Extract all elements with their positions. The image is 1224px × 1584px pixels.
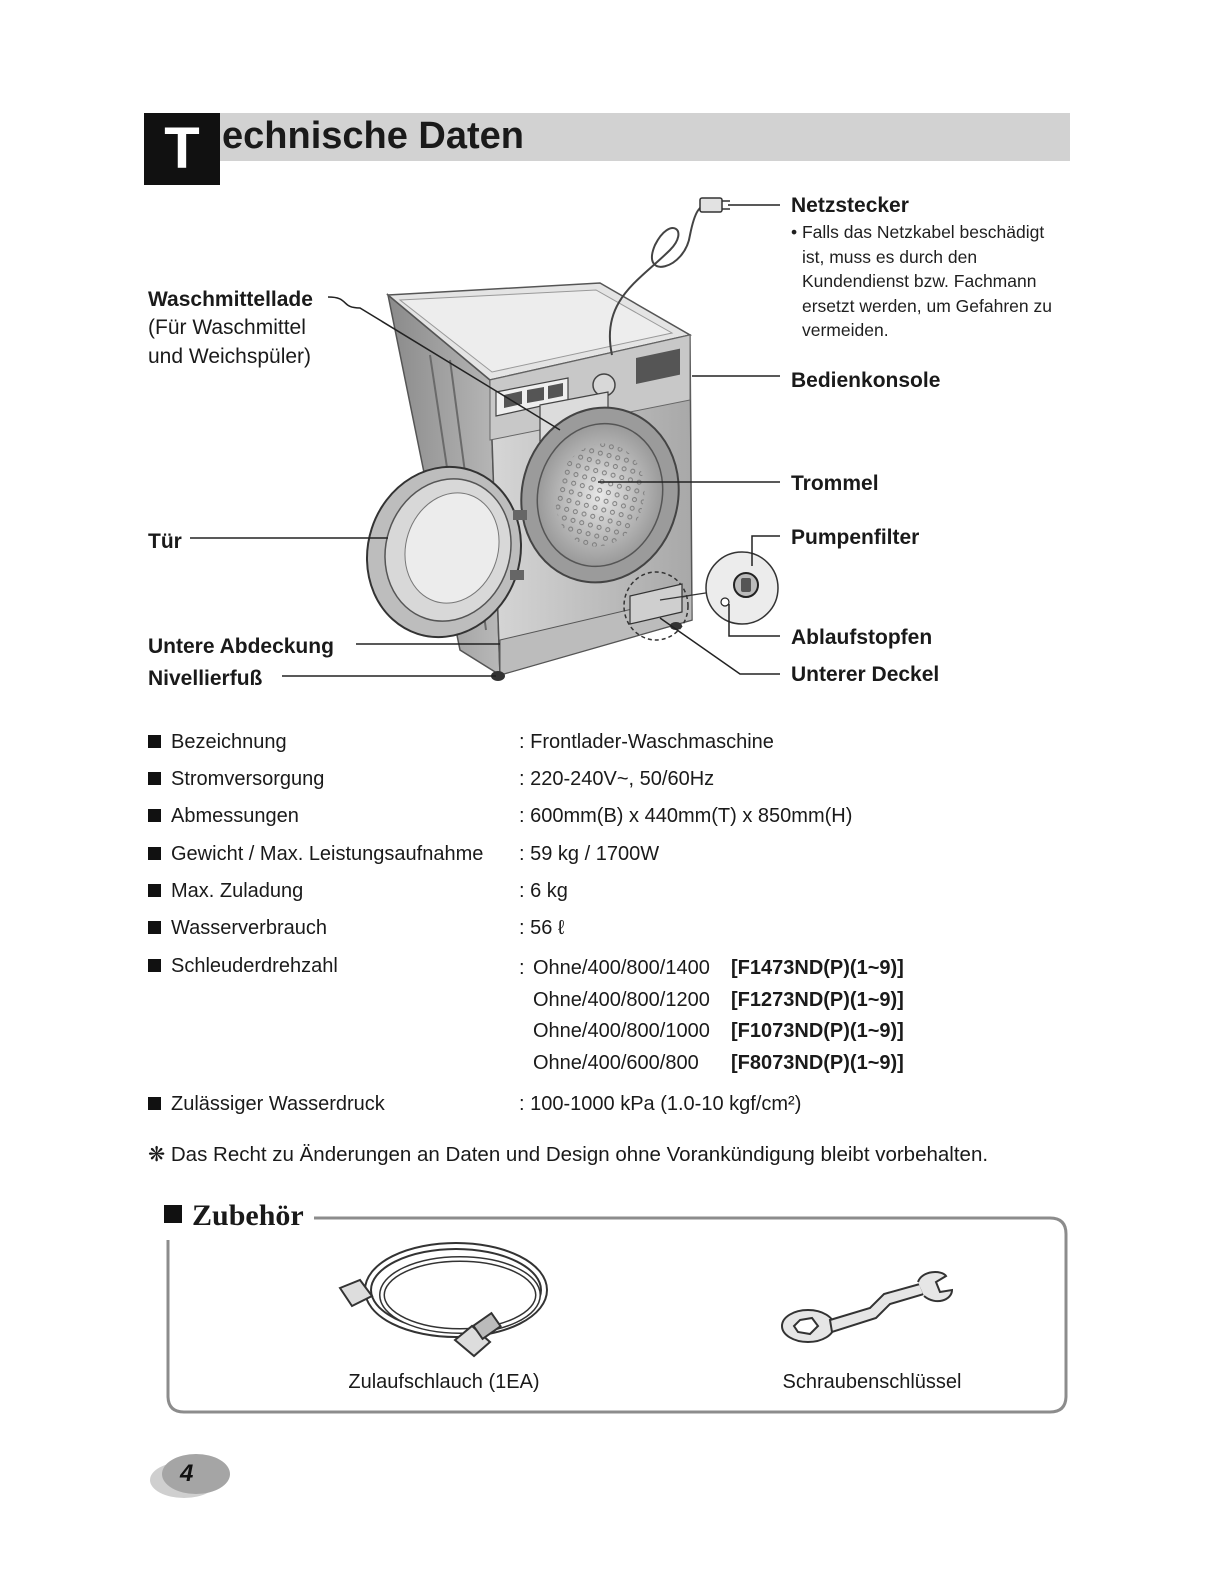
hose-illustration — [340, 1246, 544, 1356]
spin-speeds: Ohne/400/800/1400 — [533, 957, 710, 979]
spin-speed-list — [0, 954, 1224, 1082]
bullet-icon — [148, 772, 161, 785]
bullet-icon — [148, 921, 161, 934]
accessory-label-hose: Zulaufschlauch (1EA) — [348, 1371, 540, 1393]
label-waschmittellade-sub-1: (Für Waschmittel — [148, 316, 306, 339]
label-tuer: Tür — [148, 530, 182, 553]
model-number: [F1073ND(P)(1~9)] — [731, 1020, 904, 1042]
spin-speeds: Ohne/400/800/1200 — [533, 989, 710, 1011]
label-waschmittellade-sub-2: und Weichspüler) — [148, 345, 312, 368]
bullet-icon — [148, 884, 161, 897]
bullet-icon — [148, 1097, 161, 1110]
spec-label: Schleuderdrehzahl — [171, 955, 338, 977]
title-initial: T — [144, 113, 220, 185]
spin-speed-row — [533, 986, 904, 1014]
accessories-title: Zubehör — [192, 1199, 304, 1232]
note-line: ist, muss es durch den — [802, 246, 978, 267]
spec-label: Max. Zuladung — [171, 880, 304, 902]
spec-label: Bezeichnung — [171, 731, 287, 753]
accessory-label-wrench: Schraubenschlüssel — [782, 1371, 962, 1393]
change-notice: ❋ Das Recht zu Änderungen an Daten und Design ohne Vorankündigung bleibt vorbehalten. — [148, 1143, 989, 1166]
model-number: [F8073ND(P)(1~9)] — [731, 1052, 904, 1074]
spec-value: : Frontlader-Waschmaschine — [519, 731, 774, 753]
label-untere-abdeckung: Untere Abdeckung — [148, 635, 334, 658]
label-ablaufstopfen: Ablaufstopfen — [791, 626, 933, 649]
label-unterer-deckel: Unterer Deckel — [791, 663, 940, 686]
spec-row — [0, 840, 1224, 868]
bullet-icon — [148, 809, 161, 822]
spin-speeds: Ohne/400/600/800 — [533, 1052, 699, 1074]
spin-speed-row — [533, 954, 904, 982]
spec-value: : 59 kg / 1700W — [519, 843, 660, 865]
spec-label: Zulässiger Wasserdruck — [171, 1093, 385, 1115]
spec-row — [0, 877, 1224, 905]
spec-row — [0, 914, 1224, 942]
spec-value: : — [519, 957, 525, 979]
label-waschmittellade: Waschmittellade — [148, 288, 313, 311]
label-pumpenfilter: Pumpenfilter — [791, 526, 920, 549]
note-line: vermeiden. — [802, 320, 889, 340]
netzstecker-note — [791, 220, 1081, 343]
note-line: • Falls das Netzkabel beschädigt — [791, 222, 1045, 242]
label-netzstecker: Netzstecker — [791, 194, 909, 217]
spec-label: Stromversorgung — [171, 768, 325, 790]
bullet-icon — [148, 847, 161, 860]
model-number: [F1273ND(P)(1~9)] — [731, 989, 904, 1011]
accessories-heading — [164, 1196, 314, 1236]
spec-row — [0, 728, 1224, 756]
label-nivellierfuss: Nivellierfuß — [148, 667, 263, 690]
spin-speed-row — [533, 1017, 904, 1045]
model-number: [F1473ND(P)(1~9)] — [731, 957, 904, 979]
spec-value: : 6 kg — [519, 880, 568, 902]
spec-value: : 56 ℓ — [519, 917, 565, 939]
note-line: Kundendienst bzw. Fachmann — [802, 271, 1037, 291]
spec-row — [0, 765, 1224, 793]
spin-speeds: Ohne/400/800/1000 — [533, 1020, 710, 1042]
bullet-icon — [148, 735, 161, 748]
spec-value: : 220-240V~, 50/60Hz — [519, 768, 715, 790]
label-trommel: Trommel — [791, 472, 879, 495]
page-title: echnische Daten — [222, 115, 524, 157]
spec-value: : 600mm(B) x 440mm(T) x 850mm(H) — [519, 805, 853, 827]
spec-label: Gewicht / Max. Leistungsaufnahme — [171, 843, 484, 865]
spec-row — [0, 1090, 1224, 1118]
spec-label: Wasserverbrauch — [171, 917, 327, 939]
spec-label: Abmessungen — [171, 805, 299, 827]
bullet-icon — [164, 1205, 182, 1223]
wrench-illustration — [782, 1272, 952, 1342]
spec-row — [0, 802, 1224, 830]
spin-speed-row — [533, 1049, 904, 1077]
page-number: 4 — [180, 1460, 194, 1487]
spec-value: : 100-1000 kPa (1.0-10 kgf/cm²) — [519, 1093, 802, 1115]
note-line: ersetzt werden, um Gefahren zu — [802, 295, 1052, 316]
label-bedienkonsole: Bedienkonsole — [791, 369, 941, 392]
